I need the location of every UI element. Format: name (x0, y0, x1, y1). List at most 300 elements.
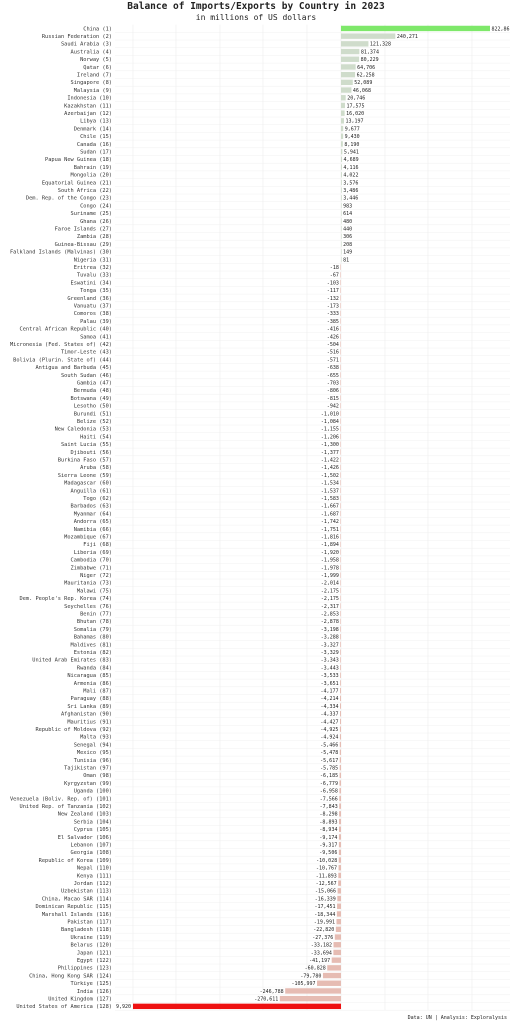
category-label: Nicaragua (85) (67, 673, 112, 680)
bar (340, 703, 341, 708)
category-label: Myanmar (64) (73, 511, 112, 518)
value-label: -1,206 (320, 434, 339, 441)
bar (339, 850, 341, 855)
category-label: Chile (15) (80, 134, 112, 141)
value-label: 62,258 (356, 72, 375, 79)
category-label: Republic of Korea (109) (38, 857, 112, 864)
bar (340, 303, 341, 308)
category-label: Bahamas (80) (73, 634, 112, 641)
category-label: Afghanistan (90) (60, 711, 112, 718)
bar (323, 973, 341, 978)
bar (340, 642, 341, 647)
value-label: -6,958 (319, 788, 338, 795)
chart-title: Balance of Imports/Exports by Country in 2023 (127, 1, 385, 12)
value-label: -2,175 (320, 596, 339, 603)
value-label: 80,229 (360, 57, 379, 64)
bar (340, 711, 341, 716)
bar (333, 942, 341, 947)
value-label: -3,198 (320, 626, 339, 633)
value-label: 20,746 (347, 95, 366, 102)
category-label: Micronesia (Fed. States of) (42) (9, 341, 112, 348)
bar (340, 626, 341, 631)
bar (341, 226, 342, 231)
value-label: -1,978 (320, 565, 339, 572)
value-label: -4,427 (320, 719, 339, 726)
bar (327, 965, 341, 970)
bar (338, 880, 341, 885)
value-label: 306 (343, 234, 353, 241)
category-label: Madagascar (60) (64, 480, 112, 487)
category-label: India (126) (76, 988, 112, 995)
category-label: Cambodia (70) (70, 557, 112, 564)
bar (340, 280, 341, 285)
category-label: Australia (4) (70, 49, 112, 56)
category-label: Palau (39) (80, 318, 112, 325)
category-label: Mongolia (20) (70, 172, 112, 179)
bar (340, 334, 341, 339)
bar (340, 288, 341, 293)
category-label: Bhutan (78) (76, 619, 112, 626)
category-label: South Sudan (46) (60, 372, 112, 379)
value-label: -1,155 (320, 426, 339, 433)
category-label: Serbia (104) (73, 819, 112, 826)
category-label: Tonga (35) (80, 288, 112, 295)
bar (339, 842, 341, 847)
bar (341, 126, 343, 131)
category-label: Suriname (25) (70, 211, 112, 218)
bar (340, 411, 341, 416)
category-label: China, Hong Kong SAR (124) (29, 973, 112, 980)
category-label: Togo (62) (83, 495, 112, 502)
category-label: Comoros (38) (73, 311, 112, 318)
category-label: Georgia (108) (70, 850, 112, 857)
bar (340, 572, 341, 577)
value-label: 9,677 (344, 126, 360, 133)
bar (340, 688, 341, 693)
value-label: -5,466 (320, 742, 339, 749)
value-label: -12,567 (315, 880, 337, 887)
value-label: -942 (326, 403, 339, 410)
bar (336, 927, 341, 932)
value-label: -3,443 (320, 665, 339, 672)
bar (339, 827, 341, 832)
bar (341, 180, 342, 185)
value-label: -18,344 (314, 911, 336, 918)
value-label: -655 (326, 372, 339, 379)
category-label: El Salvador (106) (57, 834, 112, 841)
category-label: Barbados (63) (70, 503, 112, 510)
value-label: -4,337 (320, 711, 339, 718)
category-label: Anguilla (61) (70, 488, 112, 495)
category-label: Uzbekistan (113) (60, 888, 112, 895)
bar (339, 834, 341, 839)
bar (333, 950, 341, 955)
value-label: -1,537 (320, 488, 339, 495)
category-label: Gambia (47) (76, 380, 112, 387)
bar (341, 149, 342, 154)
value-label: -1,999 (320, 572, 339, 579)
bar (341, 187, 342, 192)
value-label: -7,843 (319, 803, 338, 810)
bar (340, 619, 341, 624)
value-label: -105,997 (291, 981, 316, 988)
category-label: Canada (16) (76, 141, 112, 148)
category-label: Eswatini (34) (70, 280, 112, 287)
bar (341, 218, 342, 223)
value-label: -79,780 (300, 973, 322, 980)
bar (341, 141, 343, 146)
bar (335, 934, 341, 939)
value-label: 4,022 (343, 172, 359, 179)
category-label: Oman (98) (83, 773, 112, 780)
category-label: Central African Republic (40) (19, 326, 112, 333)
value-label: -4,334 (320, 703, 339, 710)
category-label: Congo (24) (80, 203, 112, 210)
bar (338, 888, 341, 893)
category-label: Kyrgyzstan (99) (64, 780, 112, 787)
bar (340, 318, 341, 323)
value-label: 983 (343, 203, 353, 210)
category-label: Antigua and Barbuda (45) (35, 365, 112, 372)
value-label: 17,575 (346, 103, 365, 110)
value-label: -173 (326, 303, 339, 310)
value-label: -4,924 (320, 734, 339, 741)
value-label: -4,177 (320, 688, 339, 695)
value-label: -18 (329, 264, 339, 271)
value-label: -5,478 (320, 750, 339, 757)
value-label: -4,214 (320, 696, 339, 703)
value-label: -6,185 (320, 773, 339, 780)
grid-lines (115, 25, 510, 1011)
bar (341, 41, 368, 46)
value-label: -1,534 (320, 480, 339, 487)
value-label: 121,328 (369, 41, 392, 48)
category-label: Seychelles (76) (64, 603, 112, 610)
value-label: -1,920 (320, 549, 339, 556)
bar (340, 757, 341, 762)
value-label: 440 (343, 226, 353, 233)
bar (340, 311, 341, 316)
value-label: -17,451 (314, 904, 336, 911)
category-label: Timor-Leste (43) (60, 349, 112, 356)
category-label: Namibia (66) (73, 526, 112, 533)
category-label: Japan (121) (76, 950, 112, 957)
value-label: -806 (326, 388, 339, 395)
category-label: United Rep. of Tanzania (102) (19, 803, 112, 810)
category-label: Sri Lanka (89) (67, 703, 112, 710)
value-label: -6,779 (319, 780, 338, 787)
value-label: -638 (326, 365, 339, 372)
bar (340, 588, 341, 593)
value-label: -3,288 (320, 634, 339, 641)
bar (340, 750, 341, 755)
bar (338, 873, 341, 878)
bar (340, 449, 341, 454)
bar (340, 495, 341, 500)
category-label: Mexico (95) (76, 750, 112, 757)
bar (341, 134, 343, 139)
category-label: Paraguay (88) (70, 696, 112, 703)
category-label: China (1) (83, 26, 112, 33)
bar (339, 865, 341, 870)
category-label: Mauritania (73) (64, 580, 112, 587)
bar (341, 57, 359, 62)
category-label: Dem. People's Rep. Korea (74) (19, 596, 112, 603)
category-label: Faroe Islands (27) (54, 226, 112, 233)
category-label: Armenia (86) (73, 680, 112, 687)
bar (340, 657, 341, 662)
category-label: Malaysia (9) (73, 87, 112, 94)
bar (341, 33, 395, 38)
bar (340, 403, 341, 408)
category-label: Marshall Islands (116) (41, 911, 112, 918)
bar (340, 295, 341, 300)
value-label: -5,617 (320, 757, 339, 764)
value-label: -504 (326, 341, 339, 348)
category-label: Aruba (58) (80, 465, 112, 472)
bar (341, 257, 342, 262)
value-label: 208 (343, 241, 353, 248)
value-label: 8,190 (344, 141, 360, 148)
bar (340, 357, 341, 362)
category-label: United States of America (128) (16, 1004, 112, 1011)
value-label: -9,506 (319, 850, 338, 857)
value-label: -270,611 (254, 996, 279, 1003)
bar (341, 172, 342, 177)
bar (340, 634, 341, 639)
labels (10, 26, 510, 1010)
value-label: -2,014 (320, 580, 339, 587)
bar (337, 896, 341, 901)
value-label: -1,426 (320, 465, 339, 472)
value-label: -1,084 (320, 418, 339, 425)
value-label: -1,751 (320, 526, 339, 533)
bar (317, 981, 341, 986)
category-label: Maldives (81) (70, 642, 112, 649)
value-label: 81,374 (360, 49, 379, 56)
value-label: -41,197 (309, 957, 331, 964)
value-label: -3,329 (320, 649, 339, 656)
value-label: 3,576 (343, 180, 359, 187)
value-label: -27,376 (312, 934, 334, 941)
value-label: 480 (343, 218, 353, 225)
category-label: Republic of Moldova (92) (35, 726, 112, 733)
value-label: 4,116 (343, 164, 359, 171)
bar (340, 365, 341, 370)
category-label: Fiji (68) (83, 542, 112, 549)
category-label: Eritrea (32) (73, 264, 112, 271)
bar (340, 326, 341, 331)
value-label: 9,430 (344, 134, 360, 141)
category-label: Dominican Republic (115) (35, 904, 112, 911)
value-label: -333 (326, 311, 339, 318)
bar (340, 465, 341, 470)
bar (340, 264, 341, 269)
category-label: Tajikistan (97) (64, 765, 112, 772)
bar (340, 426, 341, 431)
bar (340, 349, 341, 354)
value-label: 3,486 (343, 187, 359, 194)
bar (340, 472, 341, 477)
bar (340, 557, 341, 562)
value-label: 149 (343, 249, 353, 256)
bar (341, 118, 344, 123)
value-label: 16,020 (346, 110, 365, 117)
bar (133, 1004, 341, 1009)
bar (340, 488, 341, 493)
bar (340, 534, 341, 539)
bar (340, 519, 341, 524)
category-label: New Zealand (103) (57, 811, 112, 818)
bar (340, 395, 341, 400)
category-label: Bangladesh (118) (60, 927, 112, 934)
value-label: -8,298 (319, 811, 338, 818)
bar (340, 434, 341, 439)
bar (341, 64, 356, 69)
value-label: 9,920 (116, 1004, 132, 1011)
bar (341, 164, 342, 169)
value-label: -1,300 (320, 442, 339, 449)
category-label: Belarus (120) (70, 942, 112, 949)
category-label: Andorra (65) (73, 519, 112, 526)
value-label: -815 (326, 395, 339, 402)
value-label: 5,941 (343, 149, 359, 156)
category-label: Senegal (94) (73, 742, 112, 749)
value-label: -103 (326, 280, 339, 287)
value-label: -1,816 (320, 534, 339, 541)
bar (340, 341, 341, 346)
category-label: United Kingdom (127) (48, 996, 112, 1003)
bar (341, 234, 342, 239)
category-label: Ireland (7) (76, 72, 112, 79)
category-label: Mozambique (67) (64, 534, 112, 541)
bar (340, 503, 341, 508)
value-label: -9,174 (319, 834, 338, 841)
category-label: Saudi Arabia (3) (60, 41, 112, 48)
value-label: -10,767 (315, 865, 338, 872)
bar (340, 511, 341, 516)
value-label: 13,197 (345, 118, 364, 125)
value-label: -4,925 (320, 726, 339, 733)
bar (339, 811, 341, 816)
bar (340, 480, 341, 485)
value-label: -1,502 (320, 472, 339, 479)
value-label: -246,788 (259, 988, 284, 995)
chart-subtitle: in millions of US dollars (195, 13, 317, 22)
bar (340, 611, 341, 616)
category-label: Bermuda (48) (73, 388, 112, 395)
bar (339, 857, 341, 862)
category-label: Greenland (36) (67, 295, 112, 302)
bar (340, 457, 341, 462)
category-label: Singapore (8) (70, 80, 112, 87)
category-label: Türkiye (125) (70, 981, 112, 988)
value-label: -8,893 (319, 819, 338, 826)
bar (332, 957, 341, 962)
value-label: -132 (326, 295, 339, 302)
category-label: Bahrain (19) (73, 164, 112, 171)
bar (340, 680, 341, 685)
value-label: -60,828 (304, 965, 326, 972)
value-label: 81 (343, 257, 350, 264)
value-label: -33,182 (310, 942, 332, 949)
category-label: Saint Lucia (55) (60, 442, 112, 449)
category-label: Nigeria (31) (73, 257, 112, 264)
value-label: -11,893 (315, 873, 337, 880)
category-label: Rwanda (84) (76, 665, 112, 672)
value-label: -10,028 (316, 857, 338, 864)
bar (280, 996, 341, 1001)
category-label: Kazakhstan (11) (64, 103, 112, 110)
category-label: Mali (87) (83, 688, 112, 695)
bar (340, 665, 341, 670)
category-label: China, Macao SAR (114) (41, 896, 112, 903)
value-label: -1,687 (320, 511, 339, 518)
category-label: Indonesia (10) (67, 95, 112, 102)
source-credit: Data: UN | Analysis: Exploralysis (407, 1015, 507, 1021)
category-label: Botswana (49) (70, 395, 112, 402)
category-label: Azerbaijan (12) (64, 110, 112, 117)
bar (337, 904, 341, 909)
category-label: Haiti (54) (80, 434, 112, 441)
value-label: -9,317 (319, 842, 338, 849)
bar (340, 773, 341, 778)
bar (340, 526, 341, 531)
value-label: -15,066 (315, 888, 337, 895)
bar (341, 80, 353, 85)
category-label: Malta (93) (80, 734, 112, 741)
value-label: 52,089 (354, 80, 373, 87)
value-label: -8,934 (319, 827, 338, 834)
category-label: Zambia (28) (76, 234, 112, 241)
bar (340, 765, 341, 770)
bar (340, 565, 341, 570)
category-label: New Caledonia (53) (54, 426, 112, 433)
value-label: -2,878 (320, 619, 339, 626)
bar (341, 241, 342, 246)
value-label: -2,175 (320, 588, 339, 595)
category-label: Malawi (75) (76, 588, 112, 595)
bar (341, 195, 342, 200)
category-label: United Arab Emirates (83) (32, 657, 112, 664)
value-label: -117 (326, 288, 339, 295)
bar (341, 95, 346, 100)
bar (341, 49, 359, 54)
category-label: Ghana (26) (80, 218, 112, 225)
category-label: Cyprus (105) (73, 827, 112, 834)
value-label: -7,566 (319, 796, 338, 803)
bar (340, 719, 341, 724)
bar (341, 157, 342, 162)
value-label: 614 (343, 211, 353, 218)
value-label: -516 (326, 349, 339, 356)
bar (340, 742, 341, 747)
bar (341, 103, 345, 108)
category-label: Sierra Leone (59) (57, 472, 112, 479)
value-label: -1,583 (320, 495, 339, 502)
bar (340, 726, 341, 731)
category-label: Vanuatu (37) (73, 303, 112, 310)
category-label: Equatorial Guinea (21) (41, 180, 112, 187)
value-label: -426 (326, 334, 339, 341)
value-label: -1,667 (320, 503, 339, 510)
category-label: Burundi (51) (73, 411, 112, 418)
category-label: Burkina Faso (57) (57, 457, 112, 464)
bar (340, 596, 341, 601)
category-label: Kenya (111) (76, 873, 112, 880)
bar (341, 211, 342, 216)
value-label: -3,327 (320, 642, 339, 649)
